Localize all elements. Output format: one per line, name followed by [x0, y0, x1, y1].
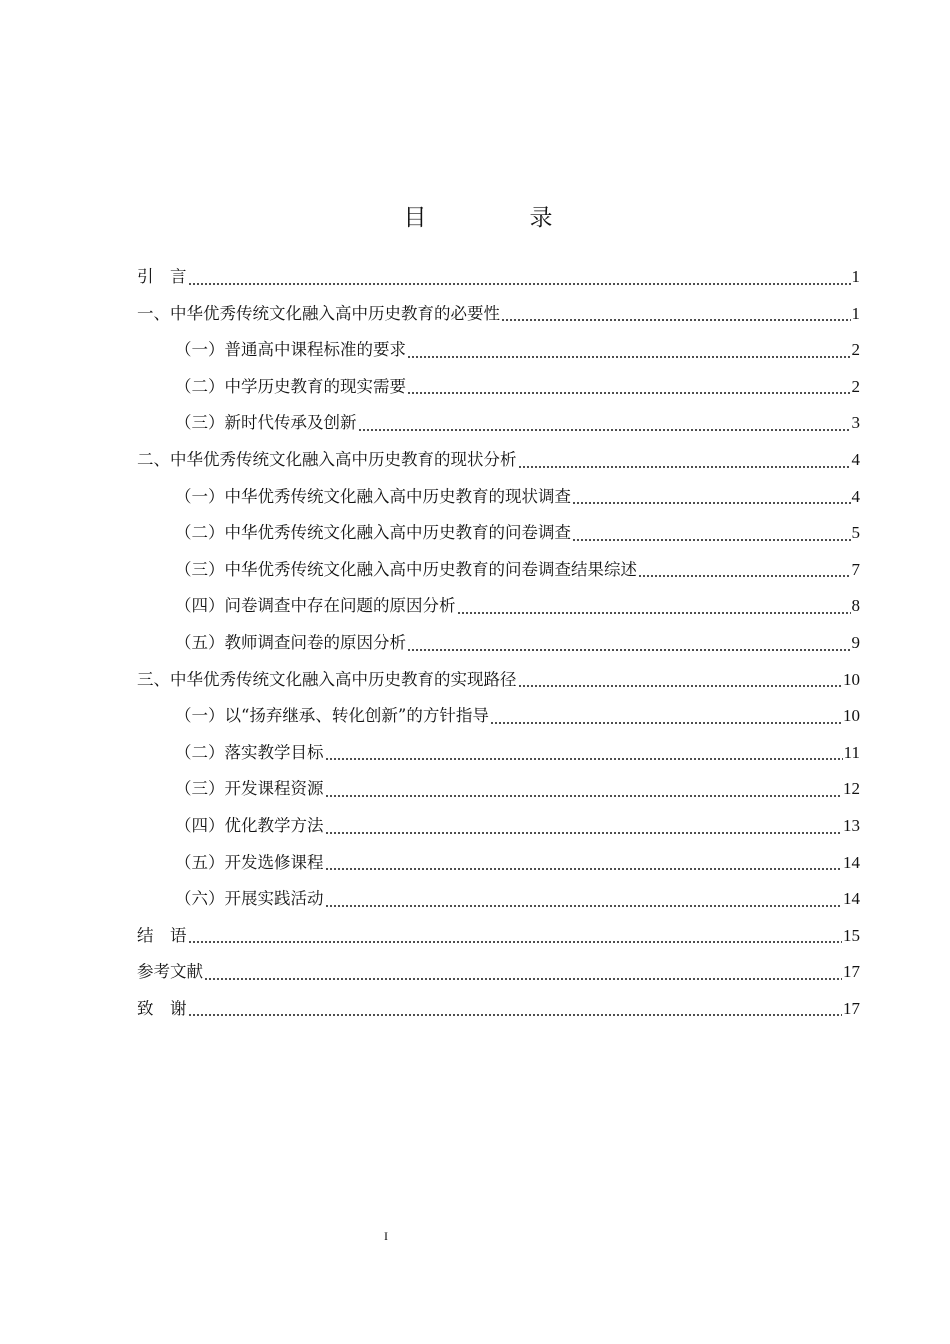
toc-entry[interactable] — [137, 259, 860, 296]
toc-entry-title: （二）中学历史教育的现实需要 — [175, 376, 406, 396]
toc-entry-title: （三）开发课程资源 — [175, 779, 324, 799]
toc-entry-title: （三）中华优秀传统文化融入高中历史教育的问卷调查结果综述 — [175, 559, 637, 579]
toc-entry[interactable] — [137, 588, 860, 625]
toc-entry-title: （一）普通高中课程标准的要求 — [175, 340, 406, 360]
toc-entry-title: 结 语 — [137, 925, 187, 945]
toc-entry[interactable] — [137, 771, 860, 808]
toc-entry-page-number: 17 — [843, 998, 860, 1018]
toc-entry-title: （四）优化教学方法 — [175, 815, 324, 835]
toc-entry[interactable] — [137, 405, 860, 442]
toc-entry-page-number: 10 — [843, 669, 860, 689]
toc-entry-title: （五）教师调查问卷的原因分析 — [175, 632, 406, 652]
toc-entry-page-number: 1 — [851, 303, 860, 323]
toc-entry-title: 三、中华优秀传统文化融入高中历史教育的实现路径 — [137, 669, 517, 689]
toc-entry-page-number: 13 — [843, 815, 860, 835]
toc-entry-page-number: 10 — [843, 706, 860, 726]
toc-entry-title: （一）中华优秀传统文化融入高中历史教育的现状调查 — [175, 486, 571, 506]
toc-dot-leader — [407, 356, 851, 358]
toc-entry[interactable] — [137, 515, 860, 552]
toc-entry-title: 致 谢 — [137, 998, 187, 1018]
toc-entry-page-number: 15 — [843, 925, 860, 945]
toc-entry-title: （二）落实教学目标 — [175, 742, 324, 762]
toc-entry[interactable] — [137, 332, 860, 369]
toc-entry[interactable] — [137, 369, 860, 406]
page-title: 目 录 — [403, 205, 593, 231]
toc-entry-title: （二）中华优秀传统文化融入高中历史教育的问卷调查 — [175, 523, 571, 543]
toc-entry-page-number: 4 — [851, 449, 860, 469]
toc-entry-title: （六）开展实践活动 — [175, 889, 324, 909]
toc-entry[interactable] — [137, 991, 860, 1028]
toc-entry[interactable] — [137, 808, 860, 845]
toc-dot-leader — [188, 283, 851, 285]
toc-dot-leader — [188, 941, 843, 943]
toc-entry-page-number: 1 — [851, 267, 860, 286]
toc-entry-title: 二、中华优秀传统文化融入高中历史教育的现状分析 — [137, 449, 517, 469]
toc-dot-leader — [325, 868, 843, 870]
toc-entry[interactable] — [137, 954, 860, 991]
toc-entry-page-number: 4 — [851, 486, 860, 506]
toc-dot-leader — [407, 649, 851, 651]
toc-dot-leader — [572, 539, 851, 541]
toc-entry[interactable] — [137, 845, 860, 882]
toc-dot-leader — [358, 429, 851, 431]
toc-dot-leader — [325, 758, 843, 760]
toc-entry[interactable] — [137, 662, 860, 699]
toc-entry-page-number: 9 — [851, 632, 860, 652]
toc-entry-page-number: 3 — [851, 413, 860, 433]
toc-entry[interactable] — [137, 735, 860, 772]
toc-entry-title: （五）开发选修课程 — [175, 852, 324, 872]
toc-entry-page-number: 2 — [851, 340, 860, 360]
toc-entry-title: （三）新时代传承及创新 — [175, 413, 357, 433]
toc-entry-page-number: 17 — [843, 962, 860, 982]
toc-entry-page-number: 5 — [851, 523, 860, 543]
toc-dot-leader — [204, 978, 842, 980]
table-of-contents — [137, 259, 860, 1027]
toc-dot-leader — [407, 392, 851, 394]
toc-entry-page-number: 12 — [843, 779, 860, 799]
toc-dot-leader — [188, 1014, 843, 1016]
toc-entry-title: 一、中华优秀传统文化融入高中历史教育的必要性 — [137, 303, 500, 323]
toc-dot-leader — [518, 685, 843, 687]
toc-entry-title: （四）问卷调查中存在问题的原因分析 — [175, 596, 456, 616]
toc-entry-title: （一）以“扬弃继承、转化创新”的方针指导 — [175, 706, 489, 726]
toc-entry[interactable] — [137, 442, 860, 479]
toc-entry[interactable] — [137, 479, 860, 516]
toc-dot-leader — [501, 319, 851, 321]
toc-entry-title: 引 言 — [137, 267, 187, 286]
toc-entry-page-number: 11 — [843, 742, 860, 762]
toc-entry[interactable] — [137, 881, 860, 918]
toc-dot-leader — [572, 502, 851, 504]
toc-entry[interactable] — [137, 296, 860, 333]
toc-dot-leader — [490, 722, 842, 724]
toc-entry[interactable] — [137, 918, 860, 955]
toc-dot-leader — [325, 905, 843, 907]
toc-entry-page-number: 14 — [843, 889, 860, 909]
footer-page-number: I — [384, 1229, 388, 1243]
toc-entry-page-number: 8 — [851, 596, 860, 616]
toc-dot-leader — [518, 466, 851, 468]
toc-dot-leader — [638, 575, 851, 577]
toc-entry[interactable] — [137, 698, 860, 735]
toc-entry-page-number: 7 — [851, 559, 860, 579]
toc-dot-leader — [325, 832, 843, 834]
toc-dot-leader — [457, 612, 851, 614]
toc-entry[interactable] — [137, 625, 860, 662]
toc-entry[interactable] — [137, 552, 860, 589]
toc-entry-title: 参考文献 — [137, 962, 203, 982]
toc-dot-leader — [325, 795, 843, 797]
toc-entry-page-number: 2 — [851, 376, 860, 396]
toc-entry-page-number: 14 — [843, 852, 860, 872]
